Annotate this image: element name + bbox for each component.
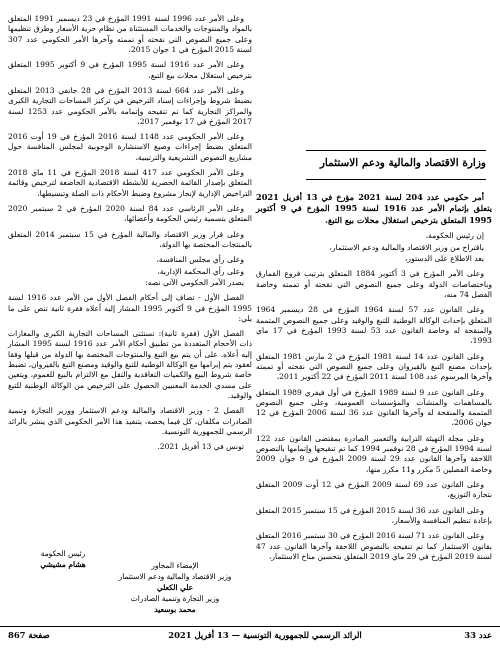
article-paragraph: وعلى الأمر الحكومي عدد 1148 لسنة 2016 المؤرخ في 19 أوت 2016 المتعلق بضبط إجراءات وصيغ الاستشارة الوجوبية لمجلس المنافسة حول مشاريع النصوص التشريعية والترتيبية، [8, 132, 252, 162]
right-column [256, 192, 492, 567]
article-paragraph: الفصل الأول - تضاف إلى أحكام الفصل الأول من الأمر عدد 1916 لسنة 1995 المؤرخ في 9 أكتوبر 1995 المشار إليه أعلاه فقرة ثانية تنص على ما يلي: [8, 293, 252, 323]
article-paragraph: وعلى القانون عدد 57 لسنة 1964 المؤرخ في 28 ديسمبر 1964 المتعلق بإحداث الوكالة الوطنية للتبغ والوقيد وعلى جميع النصوص المتممة والمنقحة له وخاصة القانون عدد 53 لسنة 1993 المؤرخ في 17 ماي 1993، [256, 305, 493, 346]
article-paragraph: وعلى رأي مجلس المنافسة، [156, 255, 244, 265]
signature-title: رئيس الحكومة [40, 549, 86, 558]
footer-divider [0, 626, 500, 627]
article-paragraph: وعلى الأمر المؤرخ في 3 أكتوبر 1884 المتعلق بترتيب فروع القمارق وباختصاصات الدولة وعلى جميع النصوص التي نقحته أو تممته وخاصة الفصل 74 منه، [256, 269, 492, 300]
footer-page-number: صفحة 867 [8, 630, 50, 640]
article-paragraph: وعلى القانون عدد 69 لسنة 2009 المؤرخ في 12 أوت 2009 المتعلق بتجارة التوزيع، [256, 480, 492, 500]
signature-name: محمد بوسعيد [154, 605, 196, 615]
signature-countersign [110, 560, 240, 616]
article-paragraph: وعلى الأمر عدد 1996 لسنة 1991 المؤرخ في 23 ديسمبر 1991 المتعلق بالمواد والمنتوجات والخدمات المستثناة من نظام حرية الأسعار وطرق تنظيمها وعلى جميع النصوص التي نقحته أو تممته وآخرها الأمر الحكومي عدد 307 لسنة 2015 المؤرخ في 1 جوان 2015، [8, 14, 252, 54]
section-heading-box [306, 150, 486, 180]
decree-title: أمر حكومي عدد 204 لسنة 2021 مؤرخ في 13 أفريل 2021 يتعلق بإتمام الأمر عدد 1916 لسنة 1995 المؤرخ في 9 أكتوبر 1995 المتعلق بترخيص استغلال محلات بيع التبغ. [256, 192, 492, 225]
footer-issue-number: عدد 33 [464, 630, 492, 640]
countersign-label: الإمضاء المجاور [151, 561, 199, 570]
article-paragraph: يصدر الأمر الحكومي الآتي نصه: [145, 277, 244, 287]
article-paragraph: وعلى الأمر الحكومي عدد 417 لسنة 2018 المؤرخ في 11 ماي 2018 المتعلق بإصدار القائمة الحصرية للأنشطة الاقتصادية الخاضعة لترخيص وقائمة التراخيص الإدارية لإنجاز مشروع وضبط الأحكام ذات الصلة وتبسيطها، [8, 168, 252, 198]
article-paragraph: وعلى مجلة التهيئة الترابية والتعمير الصادرة بمقتضى القانون عدد 122 لسنة 1994 المؤرخ في 28 نوفمبر 1994 كما تم تنقيحها وإتمامها بالنصوص اللاحقة وآخرها القانون عدد 29 لسنة 2009 المؤرخ في 9 جوان 2009 وخاصة الفصلين 5 مكرر و11 مكرر منها، [256, 433, 492, 474]
article-paragraph: إن رئيس الحكومة، [425, 231, 484, 241]
signature-name: علي الكعلي [156, 583, 194, 593]
article-paragraph: وعلى الأمر عدد 1916 لسنة 1995 المؤرخ في 9 أكتوبر 1995 المتعلق بترخيص استغلال محلات بيع التبغ، [8, 60, 252, 80]
article-paragraph: وعلى القانون عدد 36 لسنة 2015 المؤرخ في 15 سبتمبر 2015 المتعلق بإعادة تنظيم المنافسة والأسعار، [256, 505, 492, 525]
article-paragraph: وعلى رأي المحكمة الإدارية، [157, 266, 244, 276]
article-paragraph: وعلى القانون عدد 14 لسنة 1981 المؤرخ في 2 مارس 1981 المتعلق بإحداث مصنع التبغ بالقيروان وعلى جميع النصوص التي نقحته أو تممته وآخرها المرسوم عدد 108 لسنة 2011 المؤرخ في 22 أكتوبر 2011، [256, 351, 492, 382]
section-heading: وزارة الاقتصاد والمالية ودعم الاستثمار [319, 157, 486, 169]
footer-journal-title: الرائد الرسمي للجمهورية التونسية — 13 أفريل 2021 [168, 630, 362, 640]
article-paragraph: الفصل 2 - وزير الاقتصاد والمالية ودعم الاستثمار ووزير التجارة وتنمية الصادرات مكلفان، كل فيما يخصه، بتنفيذ هذا الأمر الحكومي الذي ينشر بالرائد الرسمي للجمهورية التونسية. [8, 406, 252, 436]
article-paragraph: باقتراح من وزير الاقتصاد والمالية ودعم الاستثمار، [329, 242, 484, 252]
signature-title: وزير التجارة وتنمية الصادرات [130, 594, 220, 604]
article-paragraph: وعلى الأمر عدد 664 لسنة 2013 المؤرخ في 28 جانفي 2013 المتعلق بضبط شروط وإجراءات إسناد الترخيص في تركيز المساحات التجارية الكبرى والمراكز التجارية كما تم تنقيحه وإتمامه بالأمر الحكومي عدد 1253 لسنة 2017 المؤرخ في 17 نوفمبر 2017، [8, 85, 252, 126]
article-paragraph: الفصل الأول (فقرة ثانية): تستثنى المساحات التجارية الكبرى والمغازات ذات الأحجام المتعددة من تطبيق أحكام الأمر عدد 1916 لسنة 1995 المشار إليه أعلاه. على أن يتم بيع التبغ والمنتوجات المختصة بها الدولة من قبلها وفقا لعقود يتم إبرامها مع الوكالة الوطنية للتبغ والوقيد ومصنع التبغ بالقيروان، تضبط خاصة شروط البيع والكميات التعاقدية والتقل مع الالتزام بالبيع للعموم، ويتعين على مسدي الخدمة المعنيين الحصول على الترخيص من الوكالة الوطنية للتبغ والوقيد. [8, 329, 253, 400]
article-paragraph: وعلى القانون عدد 71 لسنة 2016 المؤرخ في 30 سبتمبر 2016 المتعلق بقانون الاستثمار كما تم تنقيحه بالنصوص اللاحقة وآخرها القانون عدد 47 لسنة 2019 المؤرخ في 29 ماي 2019 المتعلق بتحسين مناخ الاستثمار، [256, 531, 492, 561]
signature-title: وزير الاقتصاد والمالية ودعم الاستثمار [118, 572, 232, 582]
signature-name: هشام مشيشي [40, 560, 86, 570]
article-paragraph: وعلى القانون عدد 9 لسنة 1989 المؤرخ في أول فيفري 1989 المتعلق بالمساهمات والمنشآت والمؤسسات العمومية، وعلى جميع النصوص المتممة والمنقحة له وآخرها القانون عدد 36 لسنة 2006 المؤرخ في 12 جوان 2006، [256, 387, 493, 428]
left-column [8, 14, 252, 458]
article-paragraph: وعلى قرار وزير الاقتصاد والمالية المؤرخ في 15 سبتمبر 2014 المتعلق بالمنتجات المختصة بها الدولة، [8, 229, 252, 249]
article-paragraph: وعلى الأمر الرئاسي عدد 84 لسنة 2020 المؤرخ في 2 سبتمبر 2020 المتعلق بتسمية رئيس الحكومة وأعضائها، [8, 204, 252, 224]
article-paragraph: بعد الاطلاع على الدستور، [404, 254, 484, 264]
article-paragraph: تونس في 13 أفريل 2021. [157, 442, 244, 452]
signature-head-of-government [28, 548, 98, 570]
